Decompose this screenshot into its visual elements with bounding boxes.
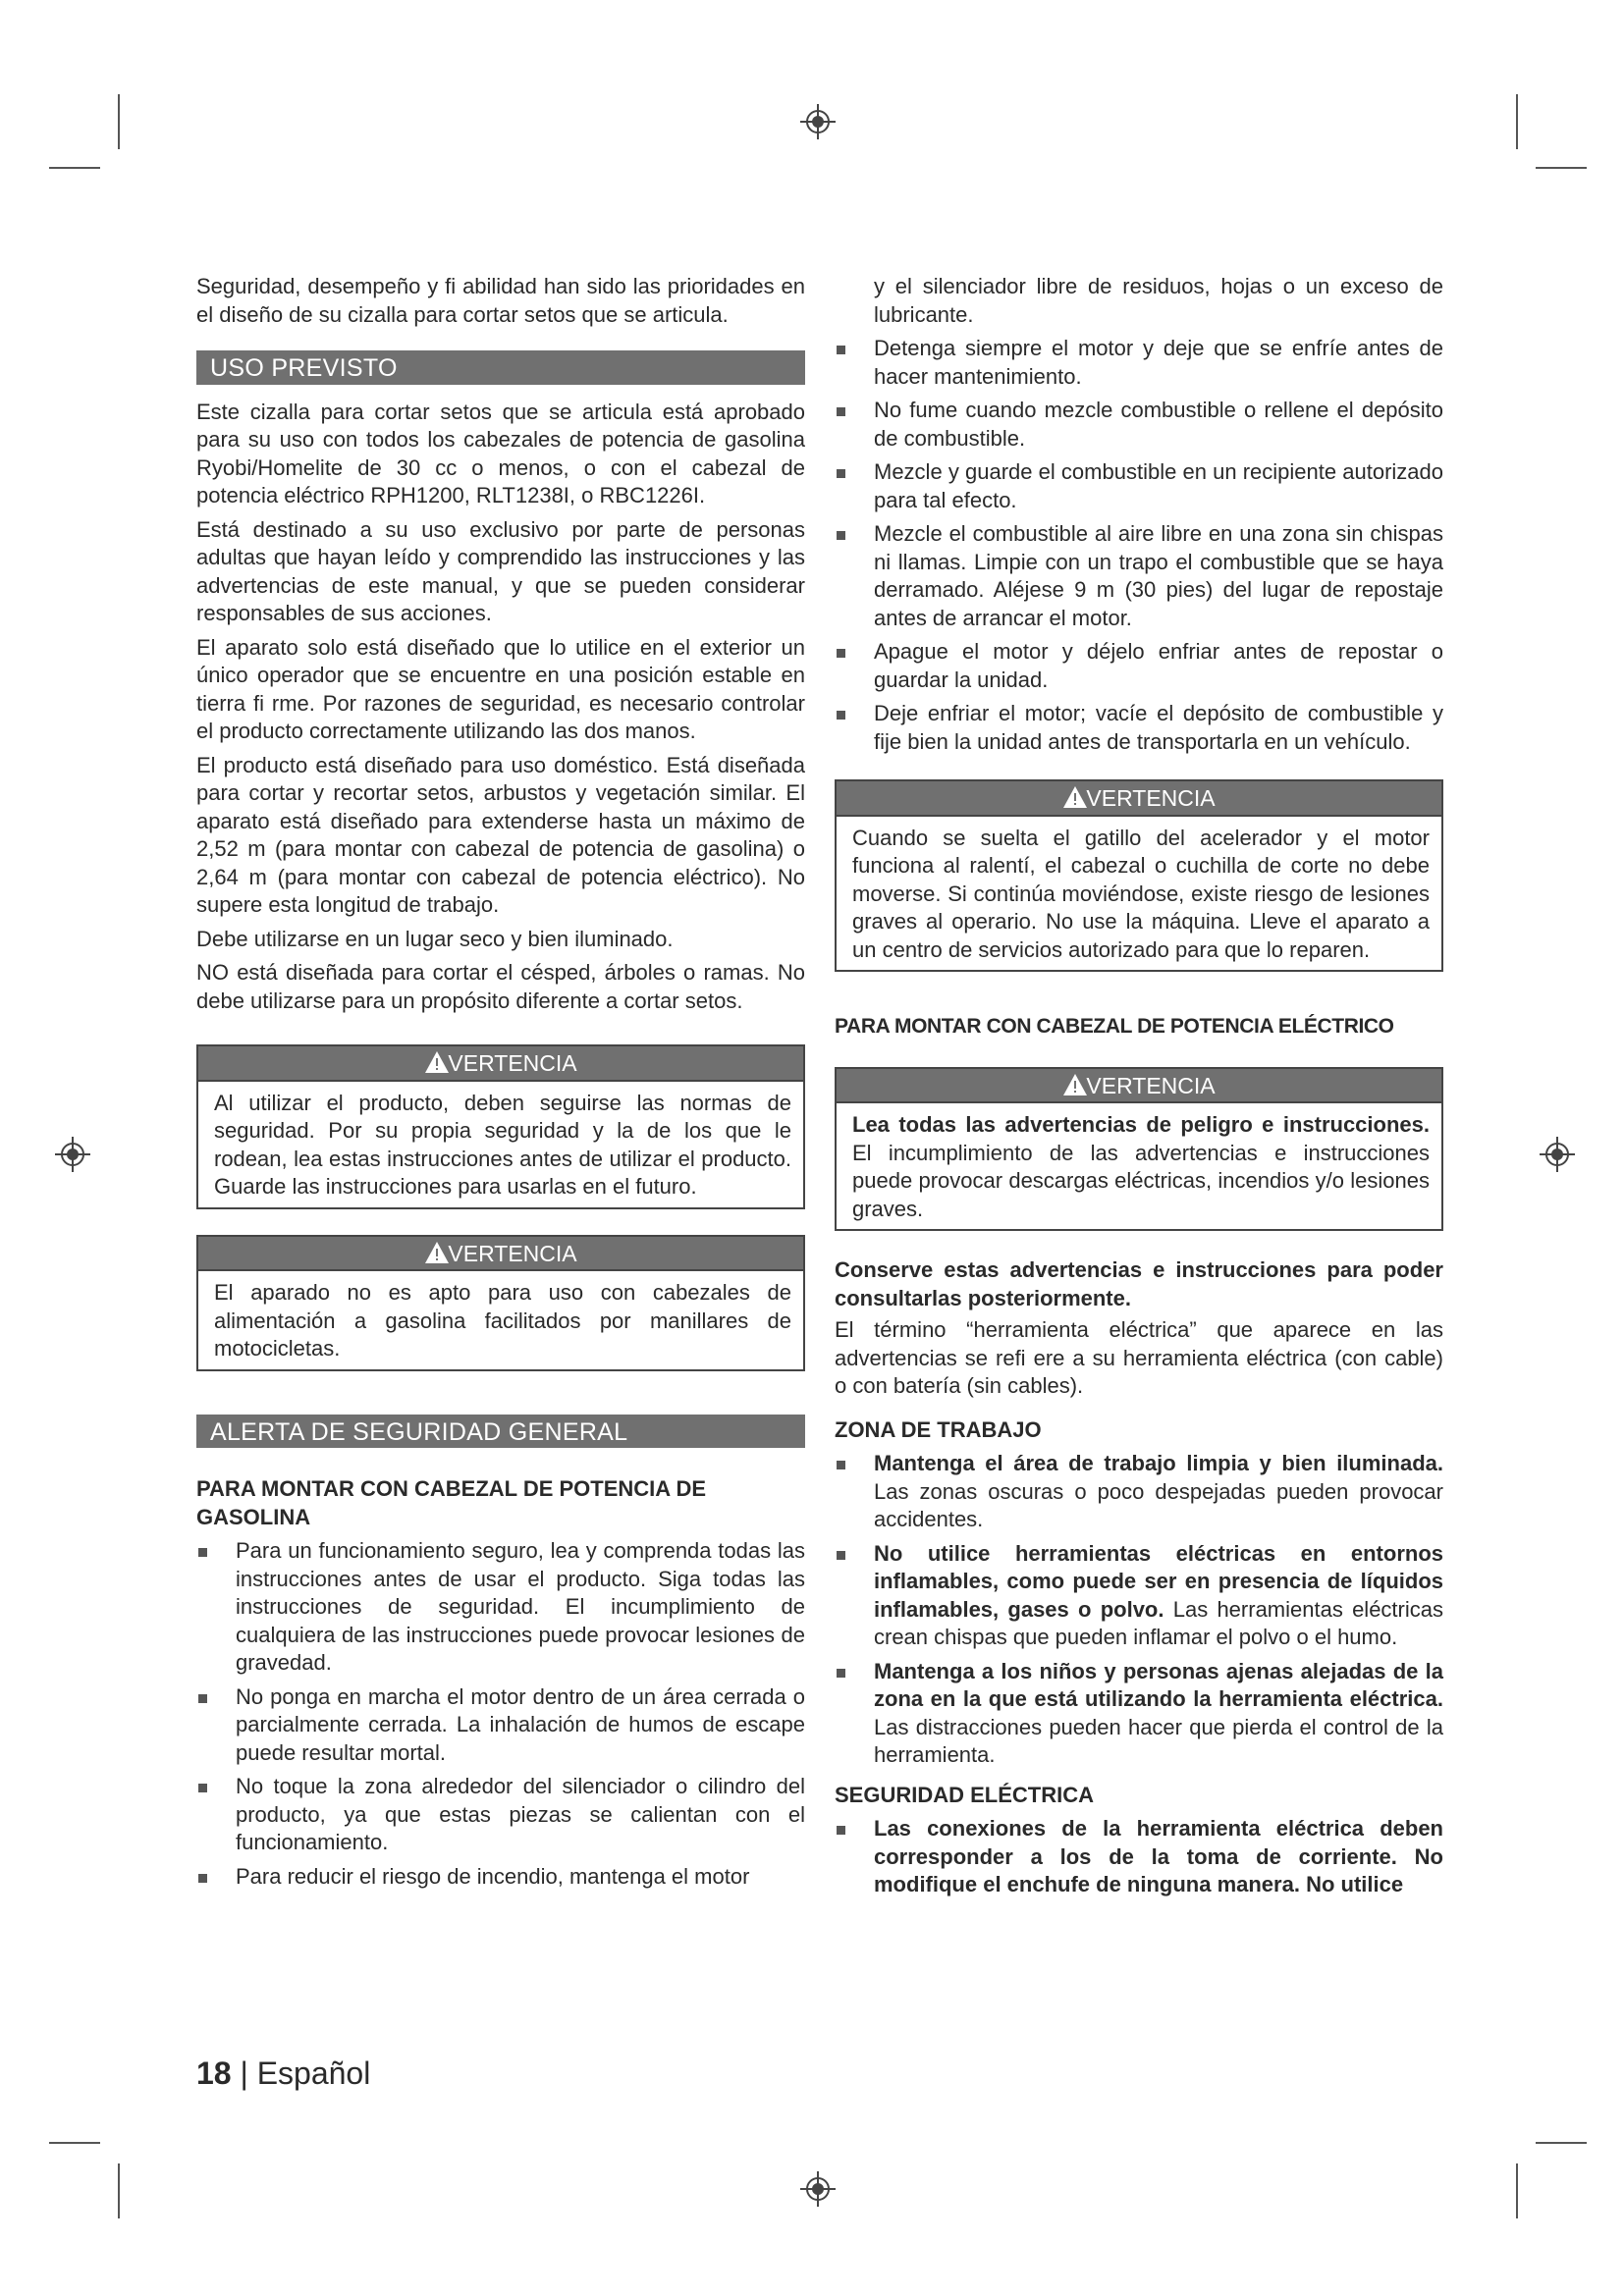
list-item: Deje enfriar el motor; vacíe el depósito de combustible y fije bien la unidad antes de transportarla en un vehículo. [835,700,1443,756]
warning-header [837,1069,1441,1104]
warning-title: VERTENCIA [448,1050,577,1076]
warning-header [198,1237,803,1272]
warning-title: VERTENCIA [448,1240,577,1266]
page-footer [196,2056,370,2092]
list-item: Detenga siempre el motor y deje que se enfríe antes de hacer mantenimiento. [835,335,1443,391]
warning-box [196,1044,805,1209]
conserve-instructions: Conserve estas advertencias e instrucciones para poder consultarlas posteriormente. [835,1257,1443,1310]
list-item [835,1658,1443,1770]
warning-text: El aparado no es apto para uso con cabezales de alimentación a gasolina facilitados por manillares de motocicletas. [214,1280,791,1361]
warning-triangle-icon [424,1050,450,1074]
bullet-list [835,1815,1443,1899]
warning-body-text: El incumplimiento de las advertencias e instrucciones puede provocar descargas eléctricas, incendios y/o lesiones graves. [852,1140,1430,1221]
subheading-electrico: PARA MONTAR CON CABEZAL DE POTENCIA ELÉCTRICO [835,1015,1394,1038]
crop-mark [49,167,100,169]
crop-mark [118,2163,120,2218]
page-number: 18 [196,2056,232,2091]
registration-mark-icon [798,2169,838,2209]
subheading-gasolina: PARA MONTAR CON CABEZAL DE POTENCIA DE GASOLINA [196,1476,707,1529]
subheading-seguridad-electrica: SEGURIDAD ELÉCTRICA [835,1782,1095,1807]
list-item-text: Las zonas oscuras o poco despejadas pueden provocar accidentes. [874,1478,1443,1531]
warning-text: Cuando se suelta el gatillo del acelerador y el motor funciona al ralentí, el cabezal o cuchilla de corte no debe moverse. Si continúa moviéndose, existe riesgo de lesiones graves al operario. No use la máquina. Lleve el aparato a un centro de servicios autorizado para que lo reparen. [852,825,1430,962]
crop-mark [118,94,120,149]
continued-paragraph: y el silenciador libre de residuos, hojas o un exceso de lubricante. [874,274,1443,327]
registration-mark-icon [1538,1135,1577,1174]
list-item: No toque la zona alrededor del silenciador o cilindro del producto, ya que estas piezas se calientan con el funcionamiento. [196,1773,805,1857]
warning-triangle-icon [1062,1073,1088,1096]
crop-mark [1516,94,1518,149]
list-item-text: Las distracciones pueden hacer que pierda el control de la herramienta. [874,1714,1443,1767]
warning-title: VERTENCIA [1086,1072,1216,1098]
list-item: No ponga en marcha el motor dentro de un área cerrada o parcialmente cerrada. La inhalación de humos de escape puede resultar mortal. [196,1683,805,1768]
paragraph: El producto está diseñado para uso doméstico. Está diseñada para cortar y recortar setos, arbustos y vegetación similar. El aparato está diseñado para extenderse hasta un máximo de 2,52 m (para montar con cabezal de potencia de gasolina) o 2,64 m (para montar con cabezal de potencia eléctrico). No supere esta longitud de trabajo. [196,752,805,917]
list-item: Para reducir el riesgo de incendio, mantenga el motor [196,1863,805,1892]
paragraph: Este cizalla para cortar setos que se articula está aprobado para su uso con todos los cabezales de potencia de gasolina Ryobi/Homelite de 30 cc o menos, o con el cabezal de potencia eléctrico RPH1200, RLT1238I, o RBC1226I. [196,399,805,507]
list-item [835,1540,1443,1652]
list-item: No fume cuando mezcle combustible o rellene el depósito de combustible. [835,397,1443,453]
warning-bold-text: Lea todas las advertencias de peligro e instrucciones. [852,1112,1430,1137]
paragraph: El término “herramienta eléctrica” que aparece en las advertencias se refi ere a su herramienta eléctrica (con cable) o con batería (sin cables). [835,1317,1443,1398]
warning-header [198,1046,803,1082]
section-heading-uso-previsto: USO PREVISTO [196,350,805,385]
registration-mark-icon [53,1135,92,1174]
list-item: Para un funcionamiento seguro, lea y comprenda todas las instrucciones antes de usar el producto. Siga todas las instrucciones de seguridad. El incumplimiento de cualquiera de las instrucciones puede provocar lesiones de gravedad. [196,1537,805,1678]
warning-box [196,1235,805,1371]
paragraph: El aparato solo está diseñado que lo utilice en el exterior un único operador que se encuentre en una posición estable en tierra fi rme. Por razones de seguridad, es necesario controlar el producto correctamente utilizando las dos manos. [196,634,805,743]
list-item-bold: Mantenga a los niños y personas ajenas alejadas de la zona en la que está utilizando la herramienta eléctrica. [874,1658,1443,1711]
warning-title: VERTENCIA [1086,785,1216,811]
bullet-list [835,335,1443,756]
list-item-text: Las herramientas eléctricas crean chispas que pueden inflamar el polvo o el humo. [874,1596,1443,1649]
warning-box [835,779,1443,972]
list-item: Mezcle el combustible al aire libre en una zona sin chispas ni llamas. Limpie con un trapo el combustible que se haya derramado. Aléjese 9 m (30 pies) del lugar de repostaje antes de arrancar el motor. [835,520,1443,632]
registration-mark-icon [798,102,838,141]
crop-mark [1516,2163,1518,2218]
paragraph: Debe utilizarse en un lugar seco y bien iluminado. [196,926,674,951]
warning-box [835,1067,1443,1232]
subheading-zona: ZONA DE TRABAJO [835,1416,1042,1442]
list-item-bold: No utilice herramientas eléctricas en entornos inflamables, como puede ser en presencia de líquidos inflamables, gases o polvo. [874,1540,1443,1622]
intro-paragraph: Seguridad, desempeño y fi abilidad han sido las prioridades en el diseño de su cizalla para cortar setos que se articula. [196,274,805,327]
warning-triangle-icon [424,1241,450,1264]
list-item [835,1450,1443,1534]
bullet-list [196,1537,805,1891]
crop-mark [1536,2142,1587,2144]
footer-language: Español [256,2056,371,2091]
list-item-bold: Las conexiones de la herramienta eléctrica deben corresponder a los de la toma de corriente. No modifique el enchufe de ninguna manera. No utilice [874,1816,1443,1896]
right-column [835,273,1443,1905]
warning-text [852,1111,1430,1223]
crop-mark [49,2142,100,2144]
footer-separator: | [240,2056,248,2091]
crop-mark [1536,167,1587,169]
left-column [196,273,805,1896]
section-heading-alerta: ALERTA DE SEGURIDAD GENERAL [196,1415,805,1449]
list-item [835,1815,1443,1899]
warning-text: Al utilizar el producto, deben seguirse las normas de seguridad. Por su propia seguridad y la de los que le rodean, lea estas instrucciones antes de utilizar el producto. Guarde las instrucciones para usarlas en el futuro. [214,1090,791,1199]
bullet-list [835,1450,1443,1770]
paragraph: NO está diseñada para cortar el césped, árboles o ramas. No debe utilizarse para un propósito diferente a cortar setos. [196,960,805,1013]
paragraph: Está destinado a su uso exclusivo por parte de personas adultas que hayan leído y comprendido las instrucciones y las advertencias de este manual, y que se pueden considerar responsables de sus acciones. [196,516,805,625]
list-item: Apague el motor y déjelo enfriar antes de repostar o guardar la unidad. [835,638,1443,694]
list-item-bold: Mantenga el área de trabajo limpia y bien iluminada. [874,1451,1443,1475]
warning-header [837,781,1441,817]
warning-triangle-icon [1062,785,1088,809]
list-item: Mezcle y guarde el combustible en un recipiente autorizado para tal efecto. [835,458,1443,514]
